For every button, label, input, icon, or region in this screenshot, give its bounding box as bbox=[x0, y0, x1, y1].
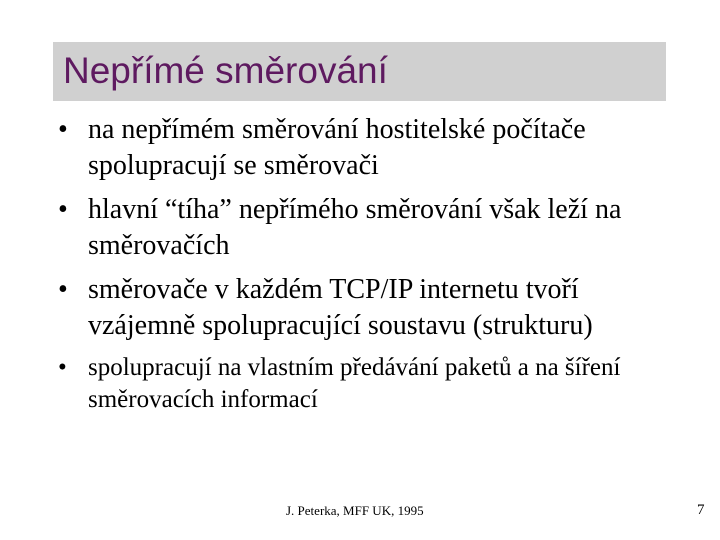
bullet-item bbox=[58, 272, 678, 344]
bullet-item bbox=[58, 192, 678, 264]
bullet-marker: • bbox=[58, 274, 68, 305]
bullet-text: směrovače v každém TCP/IP internetu tvoří vzájemně spolupracující soustavu (strukturu) bbox=[88, 274, 593, 341]
bullet-item bbox=[58, 352, 678, 416]
bullet-item bbox=[58, 112, 678, 184]
footer-credit: J. Peterka, MFF UK, 1995 bbox=[286, 503, 424, 518]
page-number: 7 bbox=[697, 502, 705, 518]
bullet-marker: • bbox=[58, 114, 68, 145]
bullet-marker: • bbox=[58, 354, 67, 381]
bullet-list bbox=[58, 112, 678, 424]
bullet-text: hlavní “tíha” nepřímého směrování však leží na směrovačích bbox=[88, 194, 622, 261]
title-bar bbox=[53, 42, 666, 101]
bullet-text: spolupracují na vlastním předávání paketů a na šíření směrovacích informací bbox=[88, 354, 621, 413]
slide-title: Nepřímé směrování bbox=[63, 50, 388, 91]
bullet-text: na nepřímém směrování hostitelské počítače spolupracují se směrovači bbox=[88, 114, 586, 181]
bullet-marker: • bbox=[58, 194, 68, 225]
